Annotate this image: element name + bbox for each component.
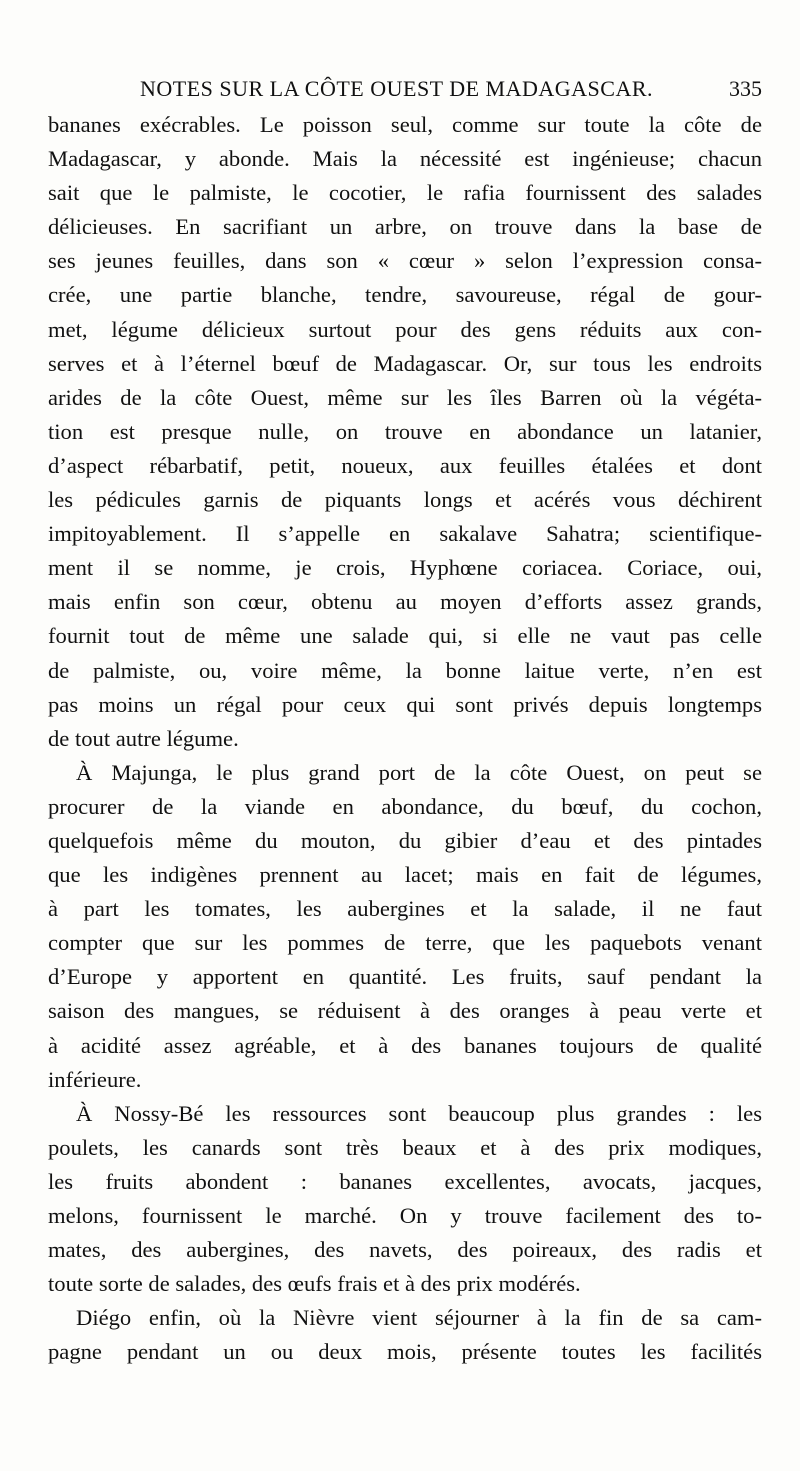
- text-line: compter que sur les pommes de terre, que les paquebots venant: [48, 930, 762, 956]
- text-line: poulets, les canards sont très beaux et à des prix modiques,: [48, 1134, 762, 1160]
- running-header: [48, 72, 762, 108]
- text-line: ses jeunes feuilles, dans son « cœur » selon l’expression consa-: [48, 248, 762, 274]
- text-line: de palmiste, ou, voire même, la bonne laitue verte, n’en est: [48, 657, 762, 683]
- body-text: [48, 108, 762, 1369]
- text-line: tion est presque nulle, on trouve en abondance un latanier,: [48, 418, 762, 444]
- text-line: délicieuses. En sacrifiant un arbre, on trouve dans la base de: [48, 214, 762, 240]
- text-line: pas moins un régal pour ceux qui sont privés depuis longtemps: [48, 691, 762, 717]
- text-line: quelquefois même du mouton, du gibier d’eau et des pintades: [48, 827, 762, 853]
- text-line: impitoyablement. Il s’appelle en sakalave Sahatra; scientifique-: [48, 521, 762, 547]
- text-line: ment il se nomme, je crois, Hyphœne coriacea. Coriace, oui,: [48, 555, 762, 581]
- text-line: d’aspect rébarbatif, petit, noueux, aux feuilles étalées et dont: [48, 452, 762, 478]
- text-line: fournit tout de même une salade qui, si elle ne vaut pas celle: [48, 623, 762, 649]
- text-line: les pédicules garnis de piquants longs et acérés vous déchirent: [48, 487, 762, 513]
- page-number: 335: [729, 76, 762, 101]
- text-line: Diégo enfin, où la Nièvre vient séjourner à la fin de sa cam-: [76, 1305, 762, 1331]
- text-line: arides de la côte Ouest, même sur les îles Barren où la végéta-: [48, 384, 762, 410]
- text-line: bananes exécrables. Le poisson seul, comme sur toute la côte de: [48, 112, 762, 137]
- text-line: procurer de la viande en abondance, du bœuf, du cochon,: [48, 793, 762, 819]
- text-line: À Majunga, le plus grand port de la côte Ouest, on peut se: [76, 759, 762, 785]
- text-line: que les indigènes prennent au lacet; mais en fait de légumes,: [48, 862, 762, 888]
- text-line: À Nossy-Bé les ressources sont beaucoup plus grandes : les: [76, 1100, 762, 1126]
- text-line: met, légume délicieux surtout pour des gens réduits aux con-: [48, 316, 762, 342]
- text-line: pagne pendant un ou deux mois, présente toutes les facilités: [48, 1339, 762, 1365]
- text-line: melons, fournissent le marché. On y trouve facilement des to-: [48, 1203, 762, 1228]
- text-line: crée, une partie blanche, tendre, savoureuse, régal de gour-: [48, 282, 762, 308]
- text-line: mates, des aubergines, des navets, des poireaux, des radis et: [48, 1237, 762, 1263]
- text-line: de tout autre légume.: [48, 725, 239, 751]
- text-line: saison des mangues, se réduisent à des oranges à peau verte et: [48, 998, 762, 1024]
- running-title: NOTES SUR LA CÔTE OUEST DE MADAGASCAR.: [140, 76, 654, 101]
- text-line: d’Europe y apportent en quantité. Les fruits, sauf pendant la: [48, 964, 762, 990]
- text-line: Madagascar, y abonde. Mais la nécessité est ingénieuse; chacun: [48, 146, 762, 172]
- text-line: à acidité assez agréable, et à des bananes toujours de qualité: [48, 1032, 762, 1058]
- text-line: les fruits abondent : bananes excellentes, avocats, jacques,: [48, 1168, 762, 1194]
- text-line: inférieure.: [48, 1066, 142, 1092]
- text-line: mais enfin son cœur, obtenu au moyen d’efforts assez grands,: [48, 589, 762, 615]
- text-line: serves et à l’éternel bœuf de Madagascar. Or, sur tous les endroits: [48, 350, 762, 376]
- text-line: à part les tomates, les aubergines et la salade, il ne faut: [48, 896, 762, 922]
- text-line: sait que le palmiste, le cocotier, le rafia fournissent des salades: [48, 180, 762, 206]
- text-line: toute sorte de salades, des œufs frais et à des prix modérés.: [48, 1271, 581, 1297]
